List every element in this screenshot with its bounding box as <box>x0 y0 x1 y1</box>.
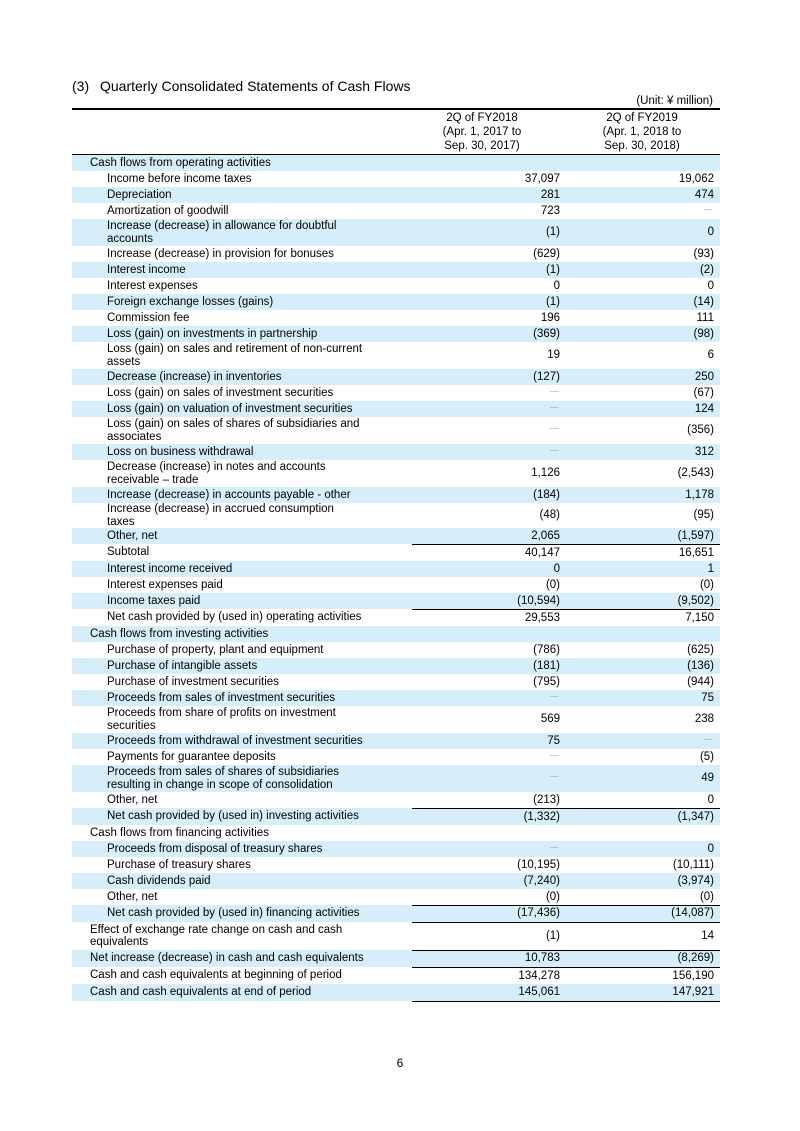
row-label: Increase (decrease) in allowance for doubtful accounts <box>72 219 412 246</box>
value-fy2018: (1) <box>412 262 566 278</box>
value-fy2019: (136) <box>566 658 720 674</box>
value-fy2019: － <box>702 204 714 217</box>
value-fy2019: (944) <box>687 675 714 688</box>
row-label: Interest expenses paid <box>107 578 223 591</box>
value-fy2018: (1,332) <box>412 808 566 825</box>
row-label: Loss (gain) on sales of shares of subsidiaries and associates <box>107 418 360 443</box>
row-label: Effect of exchange rate change on cash and cash equivalents <box>90 923 343 948</box>
value-fy2018: 37,097 <box>524 172 560 185</box>
column-header-fy2018 <box>412 111 552 153</box>
table-row <box>72 262 720 278</box>
table-row <box>72 444 720 460</box>
value-fy2019: (1,347) <box>566 808 720 825</box>
value-fy2019: 124 <box>566 401 720 417</box>
value-fy2019: 0 <box>566 219 720 246</box>
value-fy2018: 75 <box>412 733 566 749</box>
unit-label: (Unit: ¥ million) <box>636 95 713 107</box>
value-fy2018: － <box>412 690 566 706</box>
row-label: Other, net <box>72 528 412 544</box>
table-row <box>72 889 720 905</box>
value-fy2018: － <box>412 444 566 460</box>
table-row <box>72 246 720 262</box>
table-row <box>72 171 720 187</box>
table-section-row <box>72 967 720 984</box>
table-row <box>72 658 720 674</box>
value-fy2019 <box>566 155 720 171</box>
row-label: Interest income <box>72 262 412 278</box>
row-label: Net cash provided by (used in) operating activities <box>107 611 362 624</box>
row-label: Loss (gain) on investments in partnership <box>72 326 412 342</box>
column-header-line: Sep. 30, 2017) <box>444 140 520 152</box>
row-label: Loss on business withdrawal <box>72 444 412 460</box>
table-row <box>72 503 720 528</box>
value-fy2018: (7,240) <box>412 873 566 889</box>
cash-flow-rows <box>72 155 720 1001</box>
value-fy2018: 29,553 <box>412 609 566 626</box>
value-fy2018: (0) <box>545 890 560 903</box>
table-row <box>72 369 720 385</box>
row-label: Income taxes paid <box>72 593 412 609</box>
header-top-rule <box>72 108 720 110</box>
value-fy2019: 7,150 <box>566 609 720 626</box>
value-fy2018: (10,594) <box>412 593 566 609</box>
value-fy2018: (0) <box>545 578 560 591</box>
value-fy2018: (127) <box>412 369 566 385</box>
value-fy2018: (795) <box>533 675 560 688</box>
value-fy2019: 111 <box>696 311 714 324</box>
table-row <box>72 857 720 873</box>
row-label: Interest income received <box>72 561 412 577</box>
table-section-row <box>72 984 720 1001</box>
value-fy2019: 19,062 <box>678 172 714 185</box>
row-label: Purchase of intangible assets <box>72 658 412 674</box>
column-header-line: 2Q of FY2019 <box>606 112 678 124</box>
row-label: Increase (decrease) in provision for bonuses <box>107 247 334 260</box>
statement-title: Quarterly Consolidated Statements of Cash Flows <box>100 78 411 94</box>
table-row <box>72 203 720 219</box>
value-fy2018: (48) <box>539 509 560 522</box>
page-number: 6 <box>396 1056 404 1070</box>
table-row <box>72 674 720 690</box>
row-label: Cash and cash equivalents at beginning of period <box>90 969 342 982</box>
table-row <box>72 808 720 825</box>
value-fy2019: (8,269) <box>566 950 720 967</box>
table-row <box>72 873 720 889</box>
row-label: Purchase of treasury shares <box>107 858 251 871</box>
value-fy2018: (1) <box>412 294 566 310</box>
table-section-row <box>72 950 720 967</box>
value-fy2018: (213) <box>533 793 560 806</box>
value-fy2019: (10,111) <box>672 858 714 871</box>
value-fy2019: (3,974) <box>566 873 720 889</box>
table-section-row <box>72 922 720 950</box>
value-fy2019: 75 <box>566 690 720 706</box>
row-label: Purchase of investment securities <box>107 675 279 688</box>
value-fy2019: 0 <box>707 793 714 806</box>
value-fy2018: － <box>412 841 566 857</box>
value-fy2019: 1,178 <box>566 487 720 503</box>
value-fy2019: 238 <box>694 713 714 726</box>
value-fy2019: (98) <box>566 326 720 342</box>
value-fy2019: (1,597) <box>566 528 720 544</box>
table-row <box>72 609 720 626</box>
value-fy2018: 134,278 <box>412 967 566 984</box>
table-row <box>72 792 720 808</box>
row-label: Cash and cash equivalents at end of period <box>72 984 412 1001</box>
value-fy2019: (625) <box>687 643 714 656</box>
value-fy2018: (17,436) <box>412 905 566 922</box>
table-row <box>72 278 720 294</box>
row-label: Proceeds from disposal of treasury shares <box>72 841 412 857</box>
value-fy2019: (2,543) <box>677 467 714 480</box>
row-label: Loss (gain) on sales and retirement of non-current assets <box>107 343 363 368</box>
row-label: Payments for guarantee deposits <box>107 750 276 763</box>
column-header-line: 2Q of FY2018 <box>446 112 518 124</box>
value-fy2019: (2) <box>566 262 720 278</box>
value-fy2019: (95) <box>693 509 714 522</box>
value-fy2019: 312 <box>566 444 720 460</box>
value-fy2018: 1,126 <box>531 467 560 480</box>
row-label: Net cash provided by (used in) investing activities <box>72 808 412 825</box>
value-fy2018: 19 <box>547 349 560 362</box>
value-fy2019: 156,190 <box>566 967 720 984</box>
table-row <box>72 642 720 658</box>
value-fy2019: 474 <box>566 187 720 203</box>
table-row <box>72 706 720 733</box>
row-label: Increase (decrease) in accrued consumption taxes <box>107 503 334 528</box>
table-row <box>72 561 720 577</box>
value-fy2018: 40,147 <box>412 544 566 561</box>
row-label: Cash flows from financing activities <box>90 826 269 839</box>
row-label: Other, net <box>107 793 158 806</box>
value-fy2019: 250 <box>566 369 720 385</box>
value-fy2019: (14) <box>566 294 720 310</box>
table-row <box>72 528 720 544</box>
column-header-line: Sep. 30, 2018) <box>604 140 680 152</box>
row-label: Increase (decrease) in accounts payable - other <box>72 487 412 503</box>
value-fy2018: 723 <box>540 204 560 217</box>
value-fy2018: (1) <box>412 219 566 246</box>
cash-flow-table <box>72 155 720 1002</box>
row-label: Net cash provided by (used in) financing activities <box>72 905 412 922</box>
value-fy2018: 145,061 <box>412 984 566 1001</box>
row-label: Proceeds from share of profits on investment securities <box>107 707 336 732</box>
value-fy2018: (1) <box>412 922 566 950</box>
row-label: Cash flows from investing activities <box>72 626 412 642</box>
table-row <box>72 385 720 401</box>
table-row <box>72 544 720 561</box>
value-fy2019: (5) <box>699 750 714 763</box>
column-header-line: (Apr. 1, 2017 to <box>442 126 522 138</box>
value-fy2019 <box>566 825 720 841</box>
row-label: Commission fee <box>107 311 190 324</box>
table-row <box>72 460 720 487</box>
value-fy2018: (629) <box>533 247 560 260</box>
row-label: Income before income taxes <box>107 172 252 185</box>
value-fy2018: (369) <box>412 326 566 342</box>
row-label: Decrease (increase) in inventories <box>72 369 412 385</box>
value-fy2019: (0) <box>699 578 714 591</box>
row-label: Proceeds from withdrawal of investment securities <box>72 733 412 749</box>
value-fy2018 <box>412 155 566 171</box>
value-fy2019: (356) <box>687 424 714 437</box>
value-fy2018: 281 <box>412 187 566 203</box>
column-header-fy2019 <box>572 111 712 153</box>
row-label: Cash dividends paid <box>72 873 412 889</box>
value-fy2019: (14,087) <box>566 905 720 922</box>
row-label: Subtotal <box>107 546 150 559</box>
table-row <box>72 690 720 706</box>
value-fy2019: 0 <box>566 841 720 857</box>
value-fy2019: 0 <box>707 279 714 292</box>
value-fy2019: 6 <box>707 349 714 362</box>
value-fy2019 <box>566 626 720 642</box>
value-fy2018: 0 <box>553 279 560 292</box>
table-row <box>72 765 720 792</box>
value-fy2018 <box>412 825 566 841</box>
table-row <box>72 749 720 765</box>
row-label: Amortization of goodwill <box>107 204 229 217</box>
row-label: Decrease (increase) in notes and accounts receivable – trade <box>107 461 326 486</box>
statement-heading <box>72 78 410 94</box>
row-label: Depreciation <box>72 187 412 203</box>
row-label: Interest expenses <box>107 279 198 292</box>
section-number: (3) <box>72 78 90 94</box>
value-fy2019: (93) <box>693 247 714 260</box>
table-row <box>72 326 720 342</box>
table-row <box>72 310 720 326</box>
table-row <box>72 577 720 593</box>
table-row <box>72 219 720 246</box>
value-fy2019: － <box>566 733 720 749</box>
table-row <box>72 733 720 749</box>
value-fy2018: － <box>412 401 566 417</box>
value-fy2018: － <box>548 424 560 437</box>
value-fy2019: 16,651 <box>566 544 720 561</box>
value-fy2018: 10,783 <box>412 950 566 967</box>
table-section-row <box>72 155 720 171</box>
value-fy2019: 14 <box>566 922 720 950</box>
value-fy2018: 0 <box>412 561 566 577</box>
value-fy2018: － <box>548 386 560 399</box>
table-section-row <box>72 825 720 841</box>
table-row <box>72 593 720 609</box>
value-fy2019: (67) <box>693 386 714 399</box>
row-label: Loss (gain) on valuation of investment securities <box>72 401 412 417</box>
row-label: Purchase of property, plant and equipment <box>107 643 324 656</box>
row-label: Loss (gain) on sales of investment securities <box>107 386 334 399</box>
value-fy2018: 2,065 <box>412 528 566 544</box>
row-label: Foreign exchange losses (gains) <box>72 294 412 310</box>
row-label: Cash flows from operating activities <box>72 155 412 171</box>
table-row <box>72 841 720 857</box>
value-fy2018: (10,195) <box>517 858 560 871</box>
value-fy2018: (184) <box>412 487 566 503</box>
table-row <box>72 905 720 922</box>
column-header-line: (Apr. 1, 2018 to <box>602 126 682 138</box>
value-fy2019: (9,502) <box>566 593 720 609</box>
table-row <box>72 401 720 417</box>
row-label: Proceeds from sales of shares of subsidiaries resulting in change in scope of consolidation <box>72 765 412 792</box>
value-fy2018 <box>412 626 566 642</box>
value-fy2019: (0) <box>699 890 714 903</box>
value-fy2019: 49 <box>566 765 720 792</box>
table-row <box>72 294 720 310</box>
table-section-row <box>72 626 720 642</box>
value-fy2018: (786) <box>533 643 560 656</box>
table-row <box>72 487 720 503</box>
value-fy2018: － <box>412 765 566 792</box>
table-row <box>72 187 720 203</box>
value-fy2019: 1 <box>566 561 720 577</box>
row-label: Proceeds from sales of investment securities <box>72 690 412 706</box>
row-label: Net increase (decrease) in cash and cash equivalents <box>72 950 412 967</box>
value-fy2018: 569 <box>540 713 560 726</box>
table-row <box>72 417 720 444</box>
value-fy2019: 147,921 <box>566 984 720 1001</box>
table-row <box>72 342 720 369</box>
value-fy2018: － <box>548 750 560 763</box>
value-fy2018: 196 <box>540 311 560 324</box>
row-label: Other, net <box>107 890 158 903</box>
value-fy2018: (181) <box>412 658 566 674</box>
